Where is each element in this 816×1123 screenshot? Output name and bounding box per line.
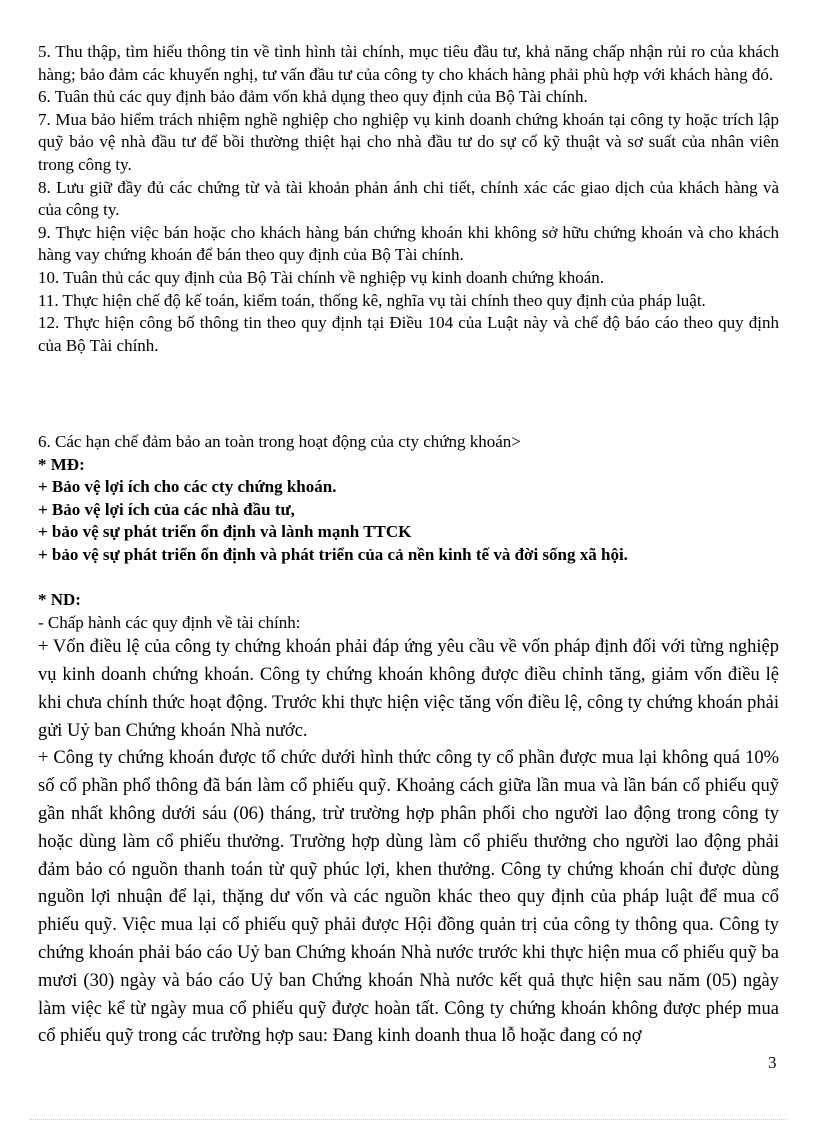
list-item: 11. Thực hiện chế độ kế toán, kiểm toán, thống kê, nghĩa vụ tài chính theo quy định của pháp luật. bbox=[38, 290, 706, 310]
md-label: * MĐ: bbox=[38, 454, 85, 474]
md-item: + Bảo vệ lợi ích của các nhà đầu tư, bbox=[38, 499, 295, 519]
nd-paragraph-1: + Vốn điều lệ của công ty chứng khoán phải đáp ứng yêu cầu về vốn pháp định đối với từng nghiệp vụ kinh doanh chứng khoán. Công ty chứng khoán không được điều chỉnh tăng, giảm vốn điều lệ khi chưa chính thức hoạt động. Trước khi thực hiện việc tăng vốn điều lệ, công ty chứng khoán phải gửi Uỷ ban Chứng khoán Nhà nước. bbox=[38, 637, 779, 741]
list-item: 9. Thực hiện việc bán hoặc cho khách hàng bán chứng khoán khi không sở hữu chứng khoán và cho khách hàng vay chứng khoán để bán theo quy định của Bộ Tài chính. bbox=[38, 222, 779, 265]
list-item: 5. Thu thập, tìm hiểu thông tin về tình hình tài chính, mục tiêu đầu tư, khả năng chấp nhận rủi ro của khách hàng; bảo đảm các khuyến nghị, tư vấn đầu tư của công ty cho khách hàng phải phù hợp với khách hàng đó. bbox=[38, 42, 779, 84]
page-number: 3 bbox=[768, 1053, 777, 1072]
footer-divider bbox=[30, 1119, 786, 1120]
obligations-list bbox=[38, 41, 779, 357]
section-6 bbox=[38, 431, 628, 567]
list-item: 6. Tuân thủ các quy định bảo đảm vốn khả dụng theo quy định của Bộ Tài chính. bbox=[38, 87, 588, 107]
md-item: + bảo vệ sự phát triển ổn định và lành mạnh TTCK bbox=[38, 522, 412, 542]
list-item: 10. Tuân thủ các quy định của Bộ Tài chính về nghiệp vụ kinh doanh chứng khoán. bbox=[38, 267, 605, 287]
list-item: 7. Mua bảo hiểm trách nhiệm nghề nghiệp cho nghiệp vụ kinh doanh chứng khoán tại công ty hoặc trích lập quỹ bảo vệ nhà đầu tư để bồi thường thiệt hại cho nhà đầu tư do sự cố kỹ thuật và sơ suất của nhân viên trong công ty. bbox=[38, 109, 779, 174]
list-item: 12. Thực hiện công bố thông tin theo quy định tại Điều 104 của Luật này và chế độ báo cáo theo quy định của Bộ Tài chính. bbox=[38, 313, 779, 355]
nd-subheading: - Chấp hành các quy định về tài chính: bbox=[38, 612, 301, 632]
nd-paragraph-2: + Công ty chứng khoán được tổ chức dưới hình thức công ty cổ phần được mua lại không quá 10% số cổ phần phổ thông đã bán làm cổ phiếu quỹ. Khoảng cách giữa lần mua và lần bán cổ phiếu quỹ gần nhất không dưới sáu (06) tháng, trừ trường hợp phân phối cho người lao động trong công ty hoặc dùng làm cổ phiếu thưởng. Trường hợp dùng làm cổ phiếu thưởng cho người lao động phải đảm bảo có nguồn thanh toán từ quỹ phúc lợi, khen thưởng. Công ty chứng khoán chỉ được dùng nguồn lợi nhuận để lại, thặng dư vốn và các nguồn khác theo quy định của pháp luật để mua cổ phiếu quỹ. Việc mua lại cổ phiếu quỹ phải được Hội đồng quản trị của công ty thông qua. Công ty chứng khoán phải báo cáo Uỷ ban Chứng khoán Nhà nước trước khi thực hiện mua cổ phiếu quỹ ba mươi (30) ngày và báo cáo Uỷ ban Chứng khoán Nhà nước kết quả thực hiện sau năm (05) ngày làm việc kể từ ngày mua cổ phiếu quỹ được hoàn tất. Công ty chứng khoán không được phép mua cổ phiếu quỹ trong các trường hợp sau: Đang kinh doanh thua lỗ hoặc đang có nợ bbox=[38, 748, 779, 1047]
nd-label: * ND: bbox=[38, 590, 81, 609]
md-item: + bảo vệ sự phát triển ổn định và phát triển của cả nền kinh tế và đời sống xã hội. bbox=[38, 544, 628, 564]
md-item: + Bảo vệ lợi ích cho các cty chứng khoán. bbox=[38, 477, 337, 497]
nd-section bbox=[38, 589, 779, 1051]
list-item: 8. Lưu giữ đầy đủ các chứng từ và tài khoản phản ánh chi tiết, chính xác các giao dịch của khách hàng và của công ty. bbox=[38, 177, 779, 220]
section-heading: 6. Các hạn chế đảm bảo an toàn trong hoạt động của cty chứng khoán> bbox=[38, 432, 521, 451]
